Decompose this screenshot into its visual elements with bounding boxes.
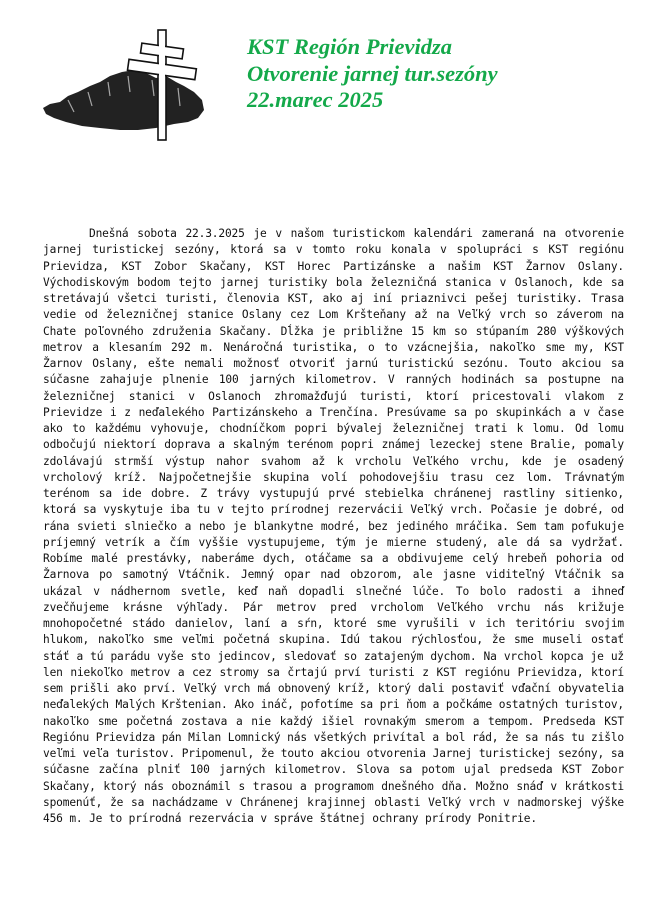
article-paragraph: Dnešná sobota 22.3.2025 je v našom turistickom kalendári zameraná na otvorenie jarnej turistickej sezóny, ktorá sa v tomto roku konala v spolupráci s KST regiónu Prievidza, KST Zobor Skačany, KST Horec Partizánske a našim KST Žarnov Oslany. Východiskovým bodom tejto jarnej turistiky bola železničná stanica v Oslanoch, kde sa stretávajú všetci turisti, členovia KST, ako aj iní priaznivci pešej turistiky. Trasa vedie od železničnej stanice Oslany cez Lom Kršteňany až na Veľký vrch so záverom na Chate poľovného združenia Skačany. Dĺžka je približne 15 km so stúpaním 280 výškových metrov a klesaním 292 m. Nenáročná turistika, o to vzácnejšia, nakoľko sme my, KST Žarnov Oslany, ešte nemali možnosť otvoriť jarnú turistickú sezónu. Touto akciou sa súčasne zahajuje plnenie 100 jarných kilometrov. V ranných hodinách sa postupne na železničnej stanici v Oslanoch zhromažďujú turisti, ktorí pricestovali vlakom z Prievidze i z neďalekého Partizánskeho a Trenčína. Presúvame sa po skupinkách a v čase ako to každému vyhovuje, chodníčkom popri bývalej železničnej trati k lomu. Od lomu odbočujú niektorí doprava a skalným terénom popri známej lezeckej stene Bralie, pomaly zdolávajú strmší výstup nahor svahom až k vrcholu Veľkého vrchu, kde je osadený vrcholový kríž. Najpočetnejšie skupina volí pohodovejšiu trasu cez lom. Trávnatým terénom sa ide dobre. Z trávy vystupujú prvé stebielka chránenej rastliny sitienko, ktorá sa vyskytuje iba tu v tejto prírodnej rezervácii Veľký vrch. Počasie je dobré, od rána svieti slniečko a nebo je blankytne modré, bez jediného mráčika. Sem tam pofukuje príjemný vetrík a čím vyššie vystupujeme, tým je mierne studený, ale dá sa vydržať. Robíme malé prestávky, naberáme dych, otáčame sa a obdivujeme celý hrebeň pohoria od Žarnova po samotný Vtáčnik. Jemný opar nad obzorom, ale jasne viditeľný Vtáčnik sa ukázal v nádhernom svetle, keď naň dopadli slnečné lúče. To bolo radosti a ihneď zvečňujeme krásne výhľady. Pár metrov pred vrcholom Veľkého vrchu nás križuje mnohopočetné stádo danielov, laní a sŕn, ktoré sme vyrušili v ich teritóriu svojim hlukom, nakoľko sme veľmi početná skupina. Idú takou rýchlosťou, že sme museli ostať stáť a tú parádu vyše sto jedincov, sledovať so zatajeným dychom. Na vrchol kopca je už len niekoľko metrov a cez stromy sa črtajú prví turisti z KST regiónu Prievidza, ktorí sem prišli ako prví. Veľký vrch má obnovený kríž, ktorý dali postaviť vďační obyvatelia neďalekých Malých Krštenian. Ako ináč, pofotíme sa pri ňom a počkáme ostatných turistov, nakoľko sme početná zostava a nie každý išiel rovnakým smerom a tempom. Predseda KST Regiónu Prievidza pán Milan Lomnický nás všetkých privítal a bol rád, že sa nás tu zišlo veľmi veľa turistov. Pripomenul, že touto akciou otvorenia Jarnej turistickej sezóny, sa súčasne začína plniť 100 jarných kilometrov. Slova sa potom ujal predseda KST Zobor Skačany, ktorý nás oboznámil s trasou a programom dnešného dňa. Možno snáď v krátkosti spomenúť, že sa nachádzame v Chránenej krajinnej oblasti Veľký vrch v nadmorskej výške 456 m. Je to prírodná rezervácia v správe štátnej ochrany prírody Ponitrie. bbox=[43, 227, 624, 825]
title-block bbox=[247, 34, 498, 114]
club-title: KST Región Prievidza bbox=[247, 34, 453, 59]
document-header bbox=[0, 0, 655, 150]
event-title: Otvorenie jarnej tur.sezóny bbox=[247, 60, 498, 86]
event-date: 22.marec 2025 bbox=[247, 87, 384, 112]
mountain-cross-logo-icon bbox=[38, 26, 208, 141]
